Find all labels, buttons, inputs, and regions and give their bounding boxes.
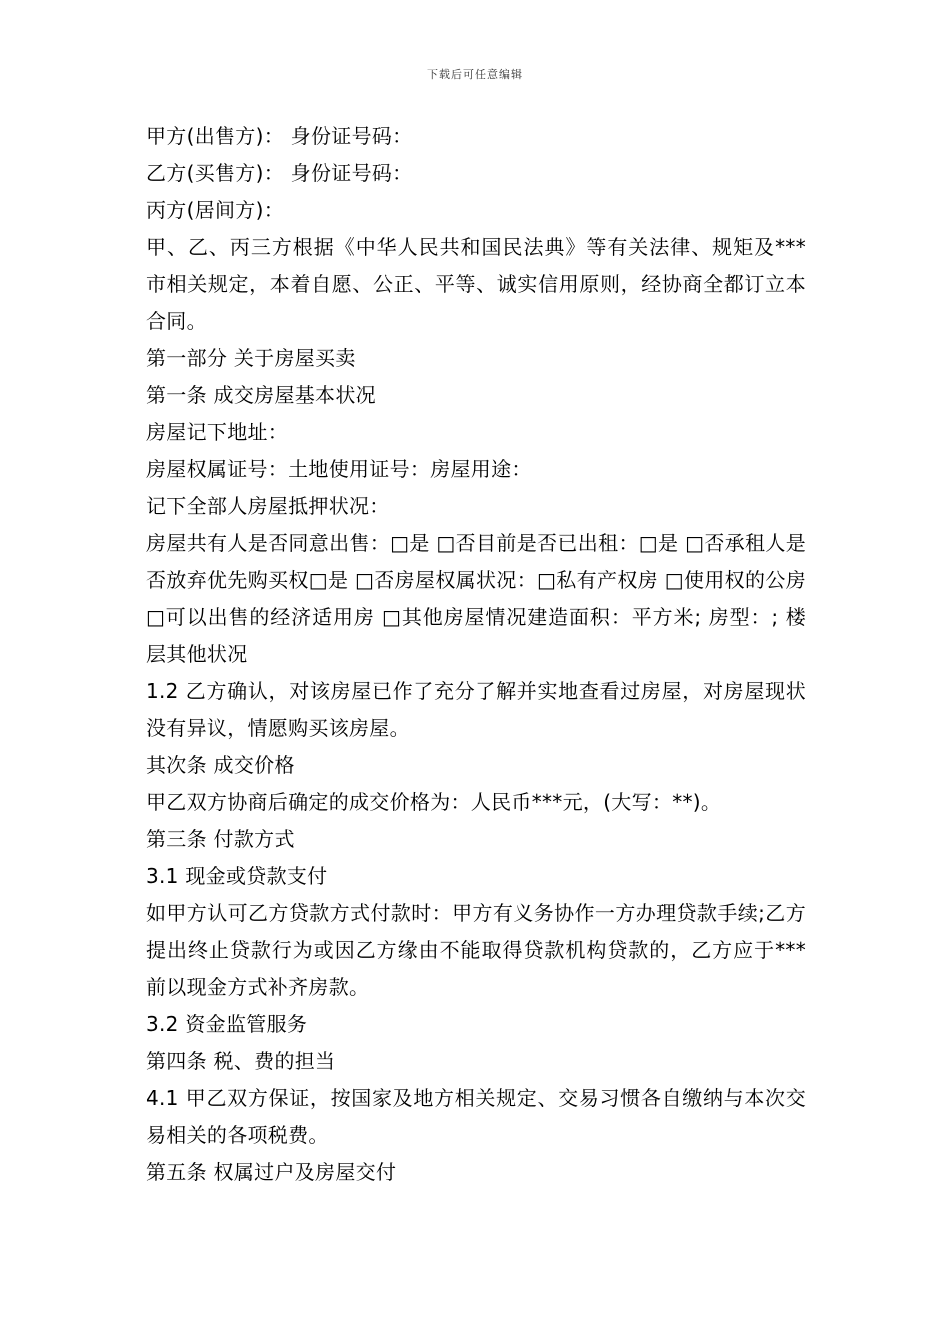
party-c-line: 丙方(居间方)： <box>146 198 285 222</box>
clause-3-2-heading: 3.2 资金监管服务 <box>146 1012 308 1036</box>
loan-payment-paragraph: 如甲方认可乙方贷款方式付款时：甲方有义务协作一方办理贷款手续;乙方提出终止贷款行为或因乙方缘由不能取得贷款机构贷款的，乙方应于***前以现金方式补齐房款。 <box>146 901 806 999</box>
mortgage-status-line: 记下全部人房屋抵押状况： <box>146 494 390 518</box>
document-body <box>146 118 806 1191</box>
part-one-heading: 第一部分 关于房屋买卖 <box>146 346 356 370</box>
property-address-line: 房屋记下地址： <box>146 420 289 444</box>
party-a-line: 甲方(出售方)： 身份证号码： <box>146 124 413 148</box>
clause-3-1-heading: 3.1 现金或贷款支付 <box>146 864 328 888</box>
article-four-heading: 第四条 税、费的担当 <box>146 1049 336 1073</box>
preamble-paragraph: 甲、乙、丙三方根据《中华人民共和国民法典》等有关法律、规矩及***市相关规定，本着自愿、公正、平等、诚实信用原则，经协商全都订立本合同。 <box>146 235 806 333</box>
article-three-heading: 第三条 付款方式 <box>146 827 295 851</box>
clause-1-2-paragraph: 1.2 乙方确认，对该房屋已作了充分了解并实地查看过房屋，对房屋现状没有异议，情愿购买该房屋。 <box>146 679 806 740</box>
page-header-note: 下载后可任意编辑 <box>427 68 523 81</box>
party-b-line: 乙方(买售方)： 身份证号码： <box>146 161 413 185</box>
article-two-heading: 其次条 成交价格 <box>146 753 295 777</box>
article-five-heading: 第五条 权属过户及房屋交付 <box>146 1160 397 1184</box>
property-certificate-line: 房屋权属证号：土地使用证号：房屋用途： <box>146 457 532 481</box>
clause-4-1-paragraph: 4.1 甲乙双方保证，按国家及地方相关规定、交易习惯各自缴纳与本次交易相关的各项税费。 <box>146 1086 806 1147</box>
price-paragraph: 甲乙双方协商后确定的成交价格为：人民币***元，(大写：**)。 <box>146 790 722 814</box>
article-one-heading: 第一条 成交房屋基本状况 <box>146 383 376 407</box>
property-options-paragraph: 房屋共有人是否同意出售：□是 □否目前是否已出租：□是 □否承租人是否放弃优先购买权□是 □否房屋权属状况：□私有产权房 □使用权的公房□可以出售的经济适用房 □其他房屋情况建造面积：平方米; 房型：; 楼层其他状况 <box>146 531 806 666</box>
